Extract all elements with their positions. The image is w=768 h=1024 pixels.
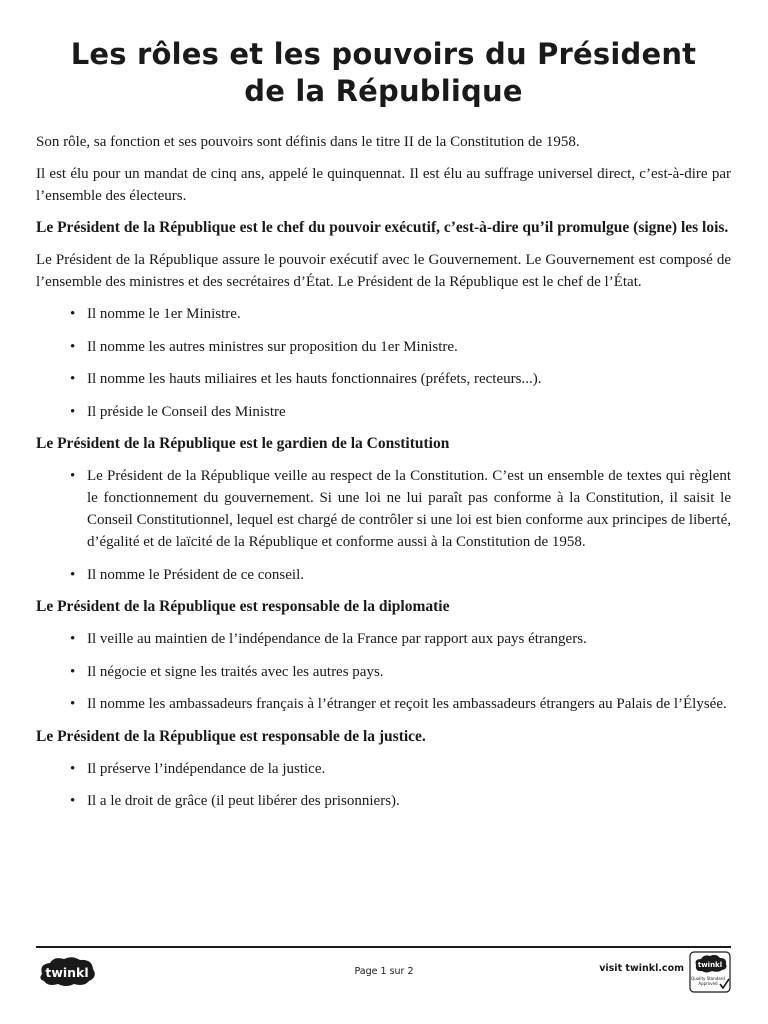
section-heading-diplomacy: Le Président de la République est responsable de la diplomatie bbox=[36, 598, 450, 616]
list-item bbox=[66, 465, 731, 553]
list-item-text: Il nomme les hauts miliaires et les hauts fonctionnaires (préfets, recteurs...). bbox=[87, 371, 542, 388]
section-heading-constitution: Le Président de la République est le gardien de la Constitution bbox=[36, 435, 450, 453]
list-item bbox=[66, 564, 731, 586]
bullet-list-diplomacy bbox=[36, 628, 731, 715]
bullet-icon: • bbox=[70, 663, 76, 680]
bullet-icon: • bbox=[70, 306, 76, 323]
list-item bbox=[66, 303, 731, 325]
intro-paragraph-1: Son rôle, sa fonction et ses pouvoirs sont définis dans le titre II de la Constitution de 1958. bbox=[36, 134, 580, 151]
page-number: Page 1 sur 2 bbox=[354, 966, 414, 977]
quality-badge-icon bbox=[689, 951, 731, 993]
bullet-icon: • bbox=[70, 631, 76, 648]
list-item-text: Il nomme les ambassadeurs français à l’étranger et reçoit les ambassadeurs étrangers au Palais de l’Élysée. bbox=[87, 696, 727, 713]
list-item bbox=[66, 368, 731, 390]
list-item bbox=[66, 790, 731, 812]
page-title bbox=[36, 36, 731, 109]
bullet-list-executive bbox=[36, 303, 731, 423]
list-item-text: Il négocie et signe les traités avec les autres pays. bbox=[87, 663, 384, 680]
bullet-icon: • bbox=[70, 566, 76, 583]
bullet-icon: • bbox=[70, 371, 76, 388]
badge-logo-text: twinkl bbox=[697, 961, 723, 969]
bullet-icon: • bbox=[70, 468, 76, 485]
bullet-icon: • bbox=[70, 403, 76, 420]
list-item-text: Il nomme le 1er Ministre. bbox=[87, 306, 241, 323]
badge-caption-2: Approved bbox=[698, 981, 718, 986]
bullet-icon: • bbox=[70, 760, 76, 777]
title-line-2: de la République bbox=[244, 73, 523, 108]
title-line-1: Les rôles et les pouvoirs du Président bbox=[70, 37, 697, 71]
document-page bbox=[36, 36, 731, 823]
logo-text: twinkl bbox=[45, 965, 89, 980]
section-heading-justice: Le Président de la République est responsable de la justice. bbox=[36, 727, 426, 745]
list-item bbox=[66, 693, 731, 715]
bullet-icon: • bbox=[70, 793, 76, 810]
bullet-list-justice bbox=[36, 758, 731, 813]
list-item bbox=[66, 401, 731, 423]
list-item bbox=[66, 758, 731, 780]
bullet-icon: • bbox=[70, 696, 76, 713]
list-item-text: Le Président de la République veille au respect de la Constitution. C’est un ensemble de textes qui règlent le fonctionnement du gouvernement. Si une loi ne lui paraît pas conforme à la Constitution, il saisit le Conseil Constitutionnel, lequel est chargé de contrôler si une loi est bien conforme aux principes de liberté, d’égalité et de laïcité de la République et conforme aussi à la Constitution de 1958. bbox=[87, 468, 731, 551]
list-item bbox=[66, 336, 731, 358]
list-item-text: Il nomme le Président de ce conseil. bbox=[87, 566, 305, 583]
list-item-text: Il préside le Conseil des Ministre bbox=[87, 403, 286, 420]
bullet-icon: • bbox=[70, 338, 76, 355]
list-item bbox=[66, 661, 731, 683]
list-item-text: Il veille au maintien de l’indépendance de la France par rapport aux pays étrangers. bbox=[87, 631, 587, 648]
bullet-list-constitution bbox=[36, 465, 731, 586]
section-paragraph-executive: Le Président de la République assure le pouvoir exécutif avec le Gouvernement. Le Gouvernement est composé de l’ensemble des ministres et des secrétaires d’État. Le Président de la République est le chef de l’État. bbox=[36, 252, 731, 291]
section-heading-executive: Le Président de la République est le chef du pouvoir exécutif, c’est-à-dire qu’il promulgue (signe) les lois. bbox=[36, 219, 729, 237]
footer-divider bbox=[36, 946, 731, 948]
intro-paragraph-2: Il est élu pour un mandat de cinq ans, appelé le quinquennat. Il est élu au suffrage universel direct, c’est-à-dire par l’ensemble des électeurs. bbox=[36, 166, 731, 205]
badge-caption-1: Quality Standard bbox=[691, 976, 725, 981]
list-item-text: Il a le droit de grâce (il peut libérer des prisonniers). bbox=[87, 793, 400, 810]
visit-link-text: visit twinkl.com bbox=[599, 963, 684, 974]
list-item-text: Il préserve l’indépendance de la justice. bbox=[87, 760, 326, 777]
list-item bbox=[66, 628, 731, 650]
list-item-text: Il nomme les autres ministres sur proposition du 1er Ministre. bbox=[87, 338, 458, 355]
